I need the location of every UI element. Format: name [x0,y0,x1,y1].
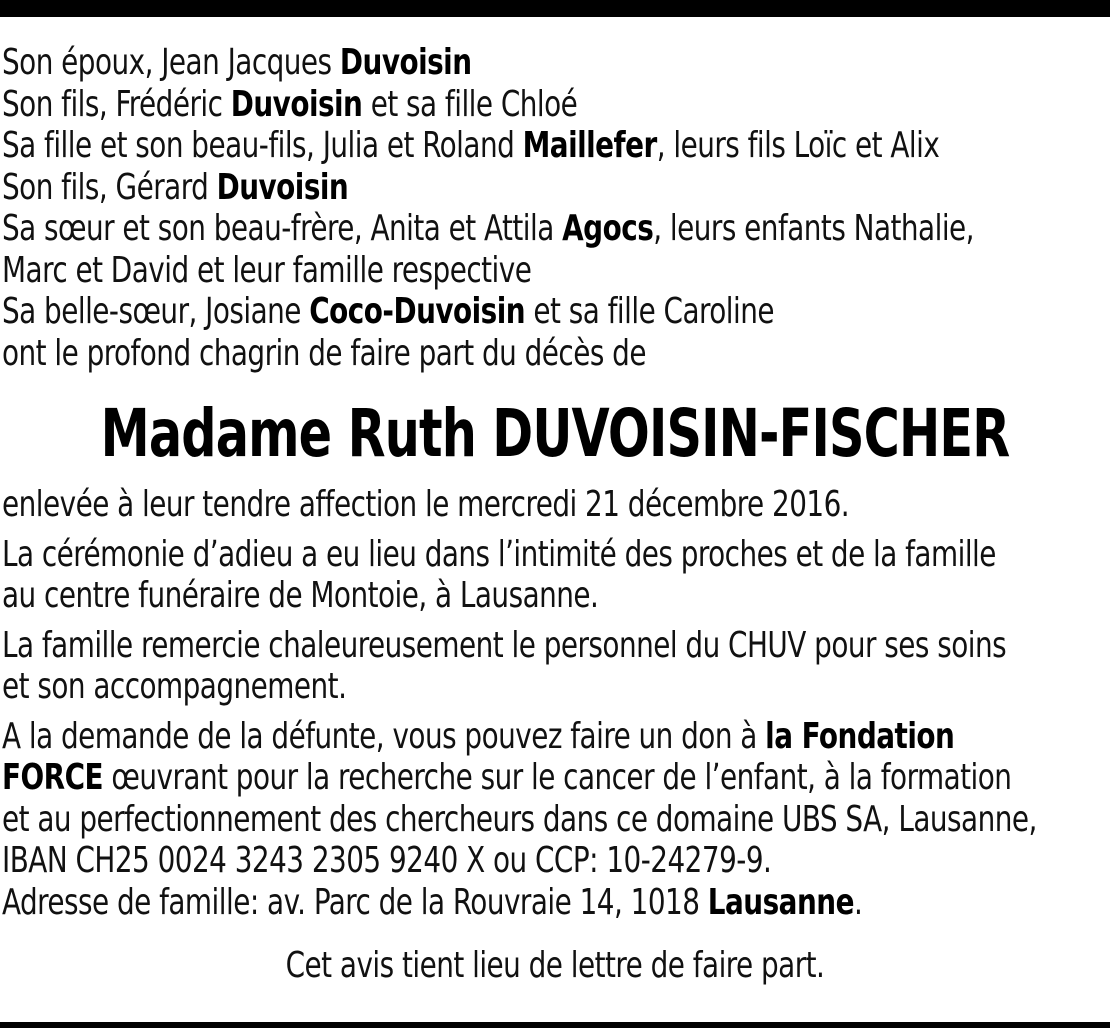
family-line-text: Son fils, Gérard [2,166,217,208]
family-surname: Agocs [562,208,654,249]
family-line-text: , leurs enfants Nathalie, [653,208,975,249]
family-line-text: Sa sœur et son beau-frère, Anita et Attila [2,208,563,249]
family-line-text: Marc et David et leur famille respective [2,249,532,291]
address-text: . [853,881,863,923]
family-line [2,291,953,333]
ceremony-paragraph [2,534,1108,617]
thanks-paragraph [2,625,1108,708]
thanks-line: La famille remercie chaleureusement le personnel du CHUV pour ses soins [2,624,1007,666]
obituary-notice [2,42,1108,987]
family-surname: Duvoisin [216,166,349,208]
foundation-name: FORCE [2,757,104,798]
family-line-text: , leurs fils Loïc et Alix [656,125,940,166]
family-surname: Coco-Duvoisin [309,291,526,332]
family-line-text: ont le profond chagrin de faire part du décès de [2,332,646,374]
deceased-name: Madame Ruth DUVOISIN-FISCHER [100,395,1010,472]
foundation-name: la Fondation [765,715,955,757]
family-list [2,42,1108,374]
closing-line: Cet avis tient lieu de lettre de faire part. [285,945,825,986]
donation-text: A la demande de la défunte, vous pouvez faire un don à [2,715,766,757]
family-line [2,125,953,167]
donation-line [2,757,1012,799]
donation-line: et au perfectionnement des chercheurs dans ce domaine UBS SA, Lausanne, [2,798,1037,840]
family-line-text: et sa fille Chloé [362,83,578,125]
family-address-line [2,882,953,924]
ceremony-line: La cérémonie d’adieu a eu lieu dans l’intimité des proches et de la famille [2,533,996,575]
family-line [2,250,953,292]
donation-line [2,716,953,758]
donation-paragraph [2,716,1108,924]
family-line [2,42,953,84]
family-line [2,84,953,126]
family-line-text: et sa fille Caroline [525,291,775,332]
family-line-text: Son époux, Jean Jacques [2,42,340,83]
bottom-rule [0,1022,1110,1028]
family-line [2,208,975,250]
top-rule [0,0,1110,17]
family-line-text: Sa fille et son beau-fils, Julia et Roland [2,125,523,166]
family-line [2,167,953,209]
family-surname: Duvoisin [339,42,472,83]
family-line-text: Sa belle-sœur, Josiane [2,291,310,332]
address-text: Adresse de famille: av. Parc de la Rouvraie 14, 1018 [2,881,708,923]
bank-details-line: IBAN CH25 0024 3243 2305 9240 X ou CCP: 10-24279-9. [2,840,772,881]
address-city: Lausanne [707,881,854,923]
family-surname: Maillefer [522,125,657,166]
ceremony-line: au centre funéraire de Montoie, à Lausanne. [2,575,599,616]
date-line: enlevée à leur tendre affection le mercredi 21 décembre 2016. [2,484,850,525]
thanks-line: et son accompagnement. [2,666,347,707]
announcement-line [2,333,953,375]
family-surname: Duvoisin [230,83,363,125]
donation-text: œuvrant pour la recherche sur le cancer de l’enfant, à la formation [103,757,1012,798]
date-paragraph [2,484,1108,526]
family-line-text: Son fils, Frédéric [2,83,231,125]
